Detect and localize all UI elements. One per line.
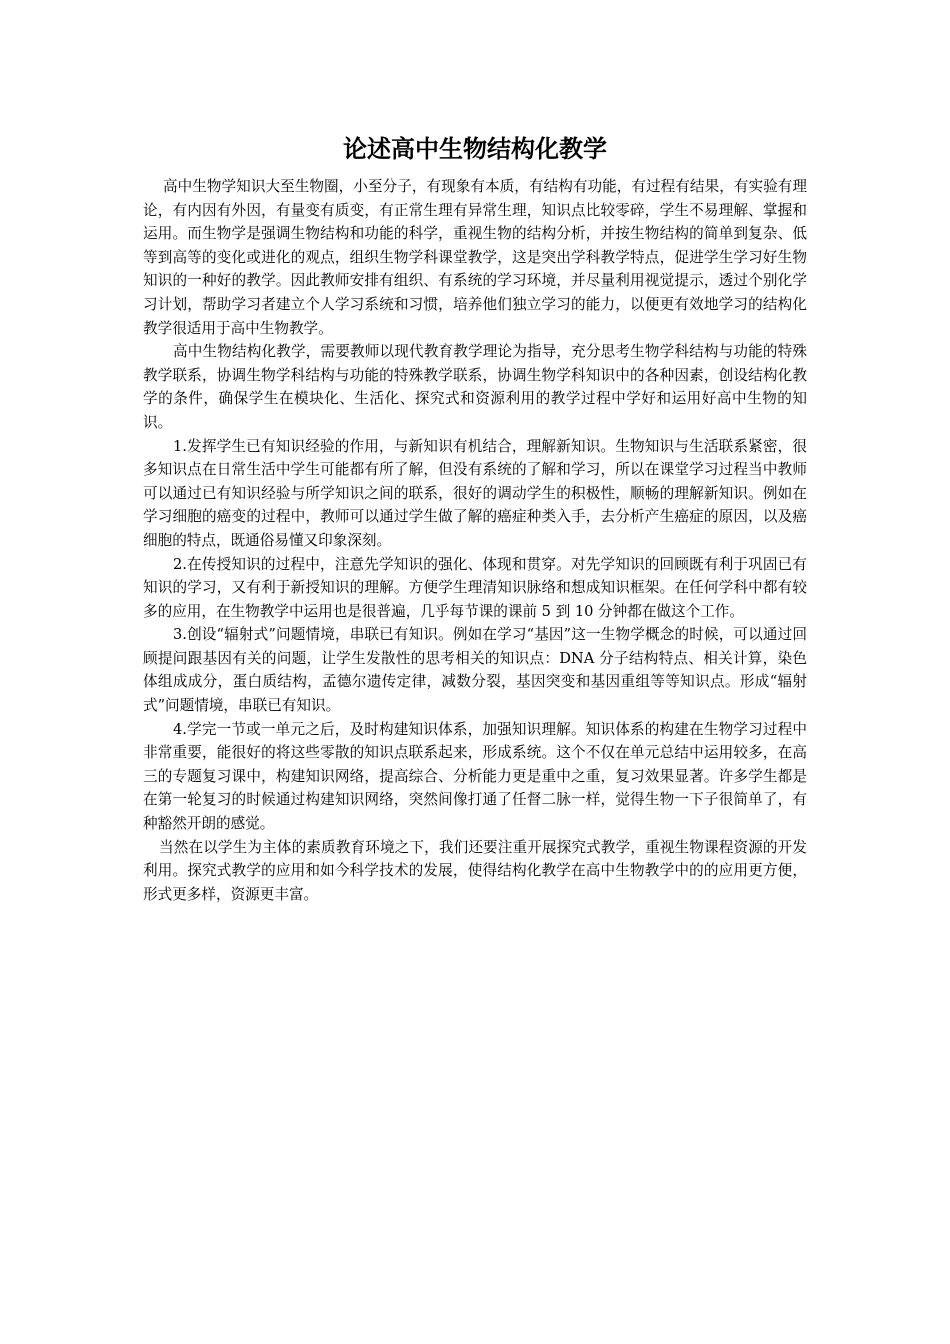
document-title: 论述高中生物结构化教学	[343, 134, 607, 163]
paragraph-conclusion: 当然在以学生为主体的素质教育环境之下，我们还要注重开展探究式教学，重视生物课程资源的开发利用。探究式教学的应用和如今科学技术的发展，使得结构化教学在高中生物教学中的的应用更方便，形式更多样，资源更丰富。	[143, 838, 807, 903]
paragraph-point-2: 2.在传授知识的过程中，注意先学知识的强化、体现和贯穿。对先学知识的回顾既有利于巩固已有知识的学习，又有利于新授知识的理解。方便学生理清知识脉络和想成知识框架。在任何学科中都有较多的应用，在生物教学中运用也是很普遍，几乎每节课的课前 5 到 10 分钟都在做这个工作。	[143, 555, 807, 620]
paragraph-point-1: 1.发挥学生已有知识经验的作用，与新知识有机结合，理解新知识。生物知识与生活联系紧密，很多知识点在日常生活中学生可能都有所了解，但没有系统的了解和学习，所以在课堂学习过程当中教师可以通过已有知识经验与所学知识之间的联系，很好的调动学生的积极性，顺畅的理解新知识。例如在学习细胞的癌变的过程中，教师可以通过学生做了解的癌症种类入手，去分析产生癌症的原因，以及癌细胞的特点，既通俗易懂又印象深刻。	[143, 437, 807, 549]
paragraph-intro: 高中生物学知识大至生物圈，小至分子，有现象有本质，有结构有功能，有过程有结果，有实验有理论，有内因有外因，有量变有质变，有正常生理有异常生理，知识点比较零碎，学生不易理解、掌握和运用。而生物学是强调生物结构和功能的科学，重视生物的结构分析，并按生物结构的简单到复杂、低等到高等的变化或进化的观点，组织生物学科课堂教学，这是突出学科教学特点，促进学生学习好生物知识的一种好的教学。因此教师安排有组织、有系统的学习环境，并尽量利用视觉提示，透过个别化学习计划，帮助学习者建立个人学习系统和习惯，培养他们独立学习的能力，以便更有效地学习的结构化教学很适用于高中生物教学。	[143, 178, 807, 337]
paragraph-point-3: 3.创设“辐射式”问题情境，串联已有知识。例如在学习“基因”这一生物学概念的时候，可以通过回顾提问跟基因有关的问题，让学生发散性的思考相关的知识点：DNA 分子结构特点、相关计算，染色体组成成分，蛋白质结构，孟德尔遗传定律，减数分裂，基因突变和基因重组等等知识点。形成“辐射式”问题情境，串联已有知识。	[143, 626, 807, 715]
document-body	[143, 175, 807, 906]
paragraph-overview: 高中生物结构化教学，需要教师以现代教育教学理论为指导，充分思考生物学科结构与功能的特殊教学联系，协调生物学科结构与功能的特殊教学联系，协调生物学科知识中的各种因素，创设结构化教学的条件，确保学生在模块化、生活化、探究式和资源利用的教学过程中学好和运用好高中生物的知识。	[143, 343, 807, 431]
paragraph-point-4: 4.学完一节或一单元之后，及时构建知识体系，加强知识理解。知识体系的构建在生物学习过程中非常重要，能很好的将这些零散的知识点联系起来，形成系统。这个不仅在单元总结中运用较多，在高三的专题复习课中，构建知识网络，提高综合、分析能力更是重中之重，复习效果显著。许多学生都是在第一轮复习的时候通过构建知识网络，突然间像打通了任督二脉一样，觉得生物一下子很简单了，有种豁然开朗的感觉。	[143, 720, 807, 833]
